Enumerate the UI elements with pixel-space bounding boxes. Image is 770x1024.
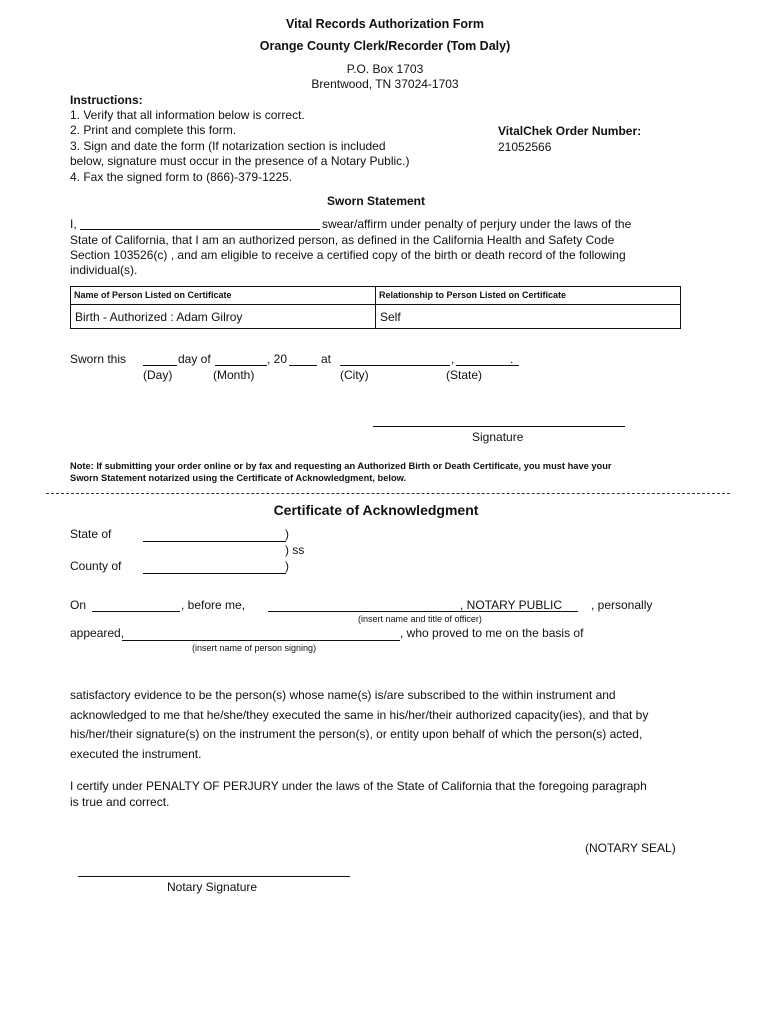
instruction-item: 4. Fax the signed form to (866)-379-1225. [70,170,293,184]
address-line-2: Brentwood, TN 37024-1703 [311,77,459,91]
officer-hint: (insert name and title of officer) [358,614,482,624]
at-label: at [321,352,332,366]
signature-field[interactable] [373,426,625,427]
table-header-relationship: Relationship to Person Listed on Certificate [376,287,680,305]
signer-name-field[interactable] [122,640,400,641]
city-field[interactable] [340,365,450,366]
address-line-1: P.O. Box 1703 [346,62,424,76]
note-line: Note: If submitting your order online or by fax and requesting an Authorized Birth or Death Certificate, you must have your [70,461,612,471]
period-mark: . [510,352,514,366]
state-of-label: State of [70,527,112,541]
year-prefix: , 20 [267,352,288,366]
office-name: Orange County Clerk/Recorder (Tom Daly) [259,39,511,53]
comma-separator: , [451,352,455,366]
order-number-label: VitalChek Order Number: [498,124,642,138]
proved-label: , who proved to me on the basis of [400,626,584,640]
sworn-line: State of California, that I am an authorized person, as defined in the California Health and Safety Code [70,233,615,247]
form-title: Vital Records Authorization Form [286,17,484,31]
state-caption: (State) [446,368,483,382]
instruction-item: below, signature must occur in the presence of a Notary Public.) [70,154,410,168]
table-cell-relationship: Self [380,310,401,324]
cut-divider [46,493,730,494]
sworn-line-suffix: swear/affirm under penalty of perjury under the laws of the [322,217,632,231]
acknowledgment-paragraph-line: his/her/their signature(s) on the instrument the person(s), or entity upon behalf of which the person(s) acted, [70,727,643,741]
paren: ) [285,559,289,573]
county-of-label: County of [70,559,122,573]
state-of-field[interactable] [143,541,286,542]
personally-label: , personally [591,598,653,612]
month-field[interactable] [215,365,267,366]
instruction-item: 2. Print and complete this form. [70,123,237,137]
day-field[interactable] [143,365,177,366]
acknowledgment-paragraph-line: acknowledged to me that he/she/they executed the same in his/her/their authorized capacity(ies), and that by [70,708,649,722]
declarant-name-field[interactable] [80,229,320,230]
certificate-table [70,286,681,329]
before-me-label: , before me, [181,598,246,612]
notary-public-label: , NOTARY PUBLIC [460,598,563,612]
notary-signature-field[interactable] [78,876,350,877]
notary-signature-label: Notary Signature [167,880,258,894]
acknowledgment-paragraph-line: satisfactory evidence to be the person(s) whose name(s) is/are subscribed to the within instrument and [70,688,616,702]
order-number-value: 21052566 [498,140,552,154]
sworn-statement-heading: Sworn Statement [326,194,425,208]
instruction-item: 3. Sign and date the form (If notarization section is included [70,139,386,153]
table-header-name: Name of Person Listed on Certificate [71,287,376,305]
paren: ) [285,527,289,541]
paren-ss: ) ss [285,543,305,557]
notary-seal-label: (NOTARY SEAL) [585,841,676,855]
city-caption: (City) [340,368,369,382]
perjury-certification-line: is true and correct. [70,795,170,809]
note-line: Sworn Statement notarized using the Certificate of Acknowledgment, below. [70,473,407,483]
day-of-label: day of [178,352,211,366]
sworn-line: individual(s). [70,263,138,277]
sworn-this-label: Sworn this [70,352,127,366]
day-caption: (Day) [143,368,173,382]
month-caption: (Month) [213,368,255,382]
perjury-certification-line: I certify under PENALTY OF PERJURY under the laws of the State of California that the foregoing paragraph [70,779,647,793]
sworn-line-prefix: I, [70,217,77,231]
year-field[interactable] [289,365,317,366]
appeared-label: appeared, [70,626,125,640]
acknowledgment-paragraph-line: executed the instrument. [70,747,202,761]
acknowledgment-heading: Certificate of Acknowledgment [273,502,479,518]
instructions-heading: Instructions: [70,93,143,107]
signature-label: Signature [472,430,524,444]
county-of-field[interactable] [143,573,286,574]
table-cell-name: Birth - Authorized : Adam Gilroy [71,305,376,328]
instruction-item: 1. Verify that all information below is correct. [70,108,305,122]
on-label: On [70,598,87,612]
acknowledgment-date-field[interactable] [92,611,180,612]
sworn-line: Section 103526(c) , and am eligible to receive a certified copy of the birth or death record of the following [70,248,626,262]
signer-hint: (insert name of person signing) [192,643,317,653]
